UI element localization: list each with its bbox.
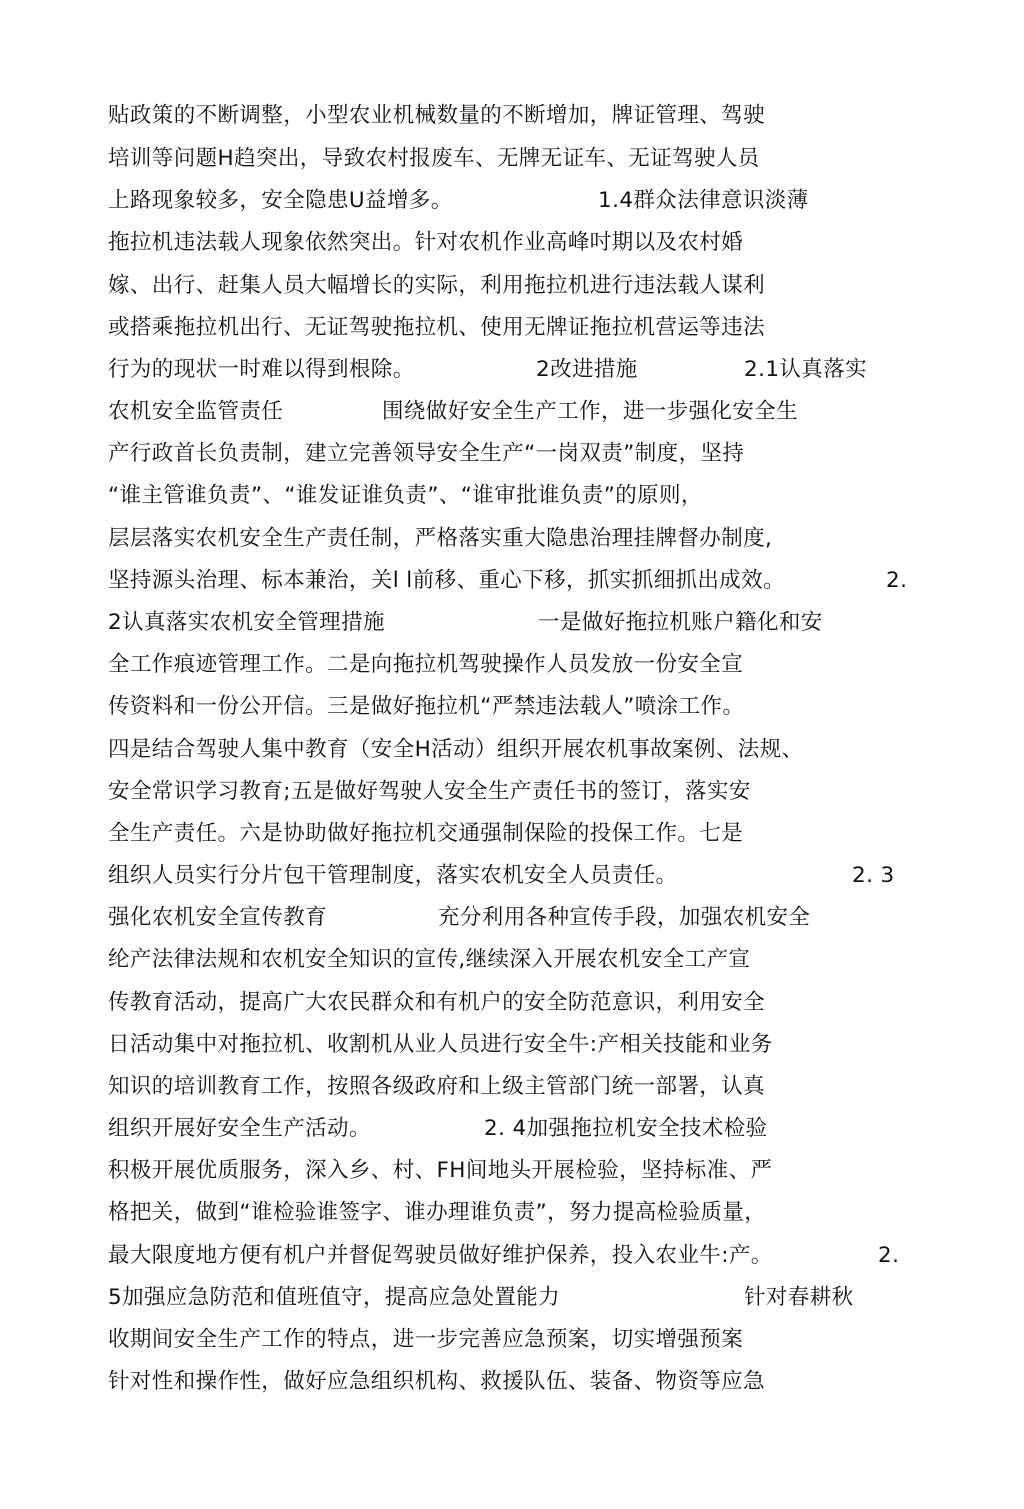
- text-segment: 传资料和一份公开信。三是做好拖拉机“严禁违法载人”喷涂工作。: [108, 694, 745, 719]
- section-heading: 2.1认真落实: [744, 357, 867, 382]
- text-segment: 日活动集中对拖拉机、收割机从业人员进行安全牛:产相关技能和业务: [108, 1032, 773, 1057]
- text-segment: 四是结合驾驶人集中教育（安全H活动）组织开展农机事故案例、法规、: [108, 737, 804, 762]
- text-segment: 嫁、出行、赶集人员大幅增长的实际，利用拖拉机进行违法载人谋利: [108, 273, 766, 298]
- text-segment: “谁主管谁负责”、“谁发证谁负责”、“谁审批谁负责”的原则，: [108, 483, 703, 508]
- section-heading: 1.4群众法律意识淡薄: [598, 188, 809, 213]
- text-segment: 组织人员实行分片包干管理制度，落实农机安全人员责任。: [108, 863, 678, 888]
- section-heading: 农机安全监管责任: [108, 399, 284, 424]
- text-segment: 知识的培训教育工作，按照各级政府和上级主管部门统一部署，认真: [108, 1074, 766, 1099]
- text-segment: 层层落实农机安全生产责任制，严格落实重大隐患治理挂牌督办制度,: [108, 526, 773, 551]
- text-segment: 收期间安全生产工作的特点，进一步完善应急预案，切实增强预案: [108, 1327, 744, 1352]
- text-segment: 全生产责任。六是协助做好拖拉机交通强制保险的投保工作。七是: [108, 821, 744, 846]
- text-segment: 产行政首长负责制，建立完善领导安全生产“一岗双责”制度，坚持: [108, 441, 745, 466]
- text-segment: 针对春耕秋: [744, 1285, 854, 1310]
- text-segment: 针对性和操作性，做好应急组织机构、救援队伍、装备、物资等应急: [108, 1369, 766, 1394]
- text-segment: 坚持源头治理、标本兼治，关l l前移、重心下移，抓实抓细抓出成效。: [108, 568, 785, 593]
- text-segment: 行为的现状一时难以得到根除。: [108, 357, 415, 382]
- section-heading: 5加强应急防范和值班值守，提高应急处置能力: [108, 1285, 561, 1310]
- text-segment: 拖拉机违法载人现象依然突出。针对农机作业高峰吋期以及农村婚: [108, 230, 744, 255]
- text-segment: 上路现象较多，安全隐患U益增多。: [108, 188, 453, 213]
- text-segment: 围绕做好安全生产工作，进一步强化安全生: [382, 399, 799, 424]
- section-heading: 2. 4加强拖拉机安全技术检验: [484, 1116, 768, 1141]
- text-segment: 纶产法律法规和农机安全知识的宣传,继续深入开展农机安全工产宣: [108, 947, 751, 972]
- text-segment: 全工作痕迹管理工作。二是向拖拉机驾驶操作人员发放一份安全宣: [108, 652, 744, 677]
- text-segment: 一是做好拖拉机账户籍化和安: [538, 610, 823, 635]
- text-segment: 组织开展好安全生产活动。: [108, 1116, 371, 1141]
- text-segment: 传教育活动，提高广大农民群众和有机户的安全防范意识，利用安全: [108, 990, 766, 1015]
- section-heading: 2认真落实农机安全管理措施: [108, 610, 385, 635]
- text-segment: 贴政策的不断调整，小型农业机械数量的不断增加，牌证管理、驾驶: [108, 103, 766, 128]
- text-segment: 充分利用各种宣传手段，加强农机安全: [438, 905, 811, 930]
- section-heading: 2改进措施: [536, 357, 638, 382]
- section-heading: 2.: [878, 1243, 900, 1268]
- section-heading: 2.: [886, 568, 908, 593]
- text-segment: 或搭乘拖拉机出行、无证驾驶拖拉机、使用无牌证拖拉机营运等违法: [108, 315, 766, 340]
- text-segment: 最大限度地方便有机户并督促驾驶员做好维护保养，投入农业牛:产。: [108, 1243, 773, 1268]
- text-segment: 培训等问题H趋突出，导致农村报废车、无牌无证车、无证驾驶人员: [108, 146, 760, 171]
- text-segment: 积极开展优质服务，深入乡、村、FH间地头开展检验，坚持标准、严: [108, 1158, 773, 1183]
- section-heading: 2. 3: [852, 863, 895, 888]
- section-heading: 强化农机安全宣传教育: [108, 905, 328, 930]
- text-segment: 安全常识学习教育;五是做好驾驶人安全生产责任书的签订，落实安: [108, 779, 751, 804]
- text-segment: 格把关，做到“谁检验谁签字、谁办理谁负责”，努力提高检验质量，: [108, 1200, 767, 1225]
